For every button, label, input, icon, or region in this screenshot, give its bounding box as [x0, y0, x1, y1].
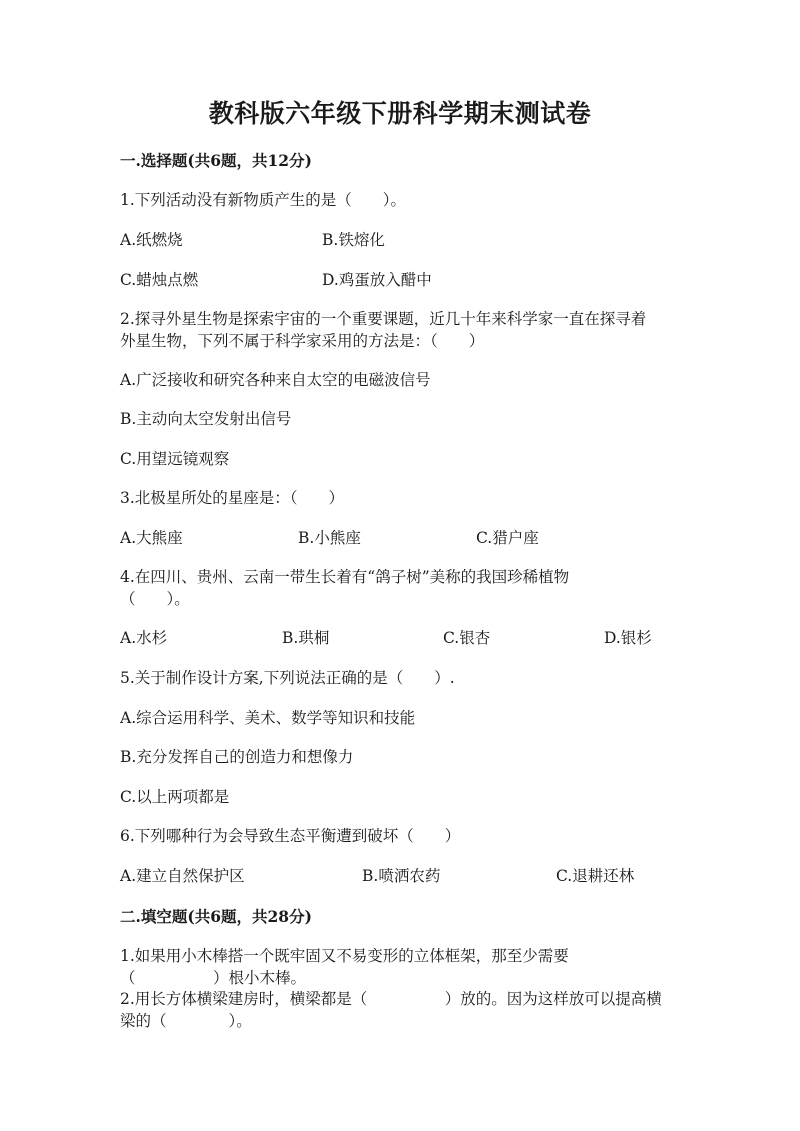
question-4-option-a: A.水杉 — [120, 629, 168, 647]
question-4-option-c: C.银杏 — [443, 629, 491, 647]
question-6-option-a: A.建立自然保护区 — [120, 867, 245, 885]
question-6-stem: 6.下列哪种行为会导致生态平衡遭到破坏（ ） — [120, 827, 461, 845]
question-4-stem-line2: （ ）。 — [120, 590, 190, 608]
question-2-option-a: A.广泛接收和研究各种来自太空的电磁波信号 — [120, 371, 431, 389]
question-2-option-c: C.用望远镜观察 — [120, 450, 230, 468]
question-3-stem: 3.北极星所处的星座是：（ ） — [120, 489, 345, 507]
section-heading-choice: 一.选择题(共6题，共12分) — [120, 151, 312, 170]
question-1-option-c: C.蜡烛点燃 — [120, 271, 199, 289]
fill-question-2-line1: 2.用长方体横梁建房时，横梁都是（ ）放的。因为这样放可以提高横 — [120, 990, 662, 1008]
question-6-option-b: B.喷洒农药 — [362, 867, 441, 885]
question-6-option-c: C.退耕还林 — [556, 867, 635, 885]
question-1-option-a: A.纸燃烧 — [120, 231, 183, 249]
question-3-option-b: B.小熊座 — [298, 529, 361, 547]
question-4-option-d: D.银杉 — [604, 629, 652, 647]
fill-question-1-line2: （ ）根小木棒。 — [120, 969, 307, 987]
question-4-option-b: B.珙桐 — [282, 629, 330, 647]
question-1-option-b: B.铁熔化 — [322, 231, 385, 249]
fill-question-2-line2: 梁的（ ）。 — [120, 1012, 252, 1030]
question-4-stem-line1: 4.在四川、贵州、云南一带生长着有“鸽子树”美称的我国珍稀植物 — [120, 568, 570, 586]
question-2-stem-line2: 外星生物，下列不属于科学家采用的方法是：（ ） — [120, 332, 485, 350]
question-5-stem: 5.关于制作设计方案,下列说法正确的是（ ）. — [120, 669, 455, 687]
page-title: 教科版六年级下册科学期末测试卷 — [208, 99, 592, 128]
question-1-option-d: D.鸡蛋放入醋中 — [322, 271, 432, 289]
question-2-stem-line1: 2.探寻外星生物是探索宇宙的一个重要课题，近几十年来科学家一直在探寻着 — [120, 310, 647, 328]
question-2-option-b: B.主动向太空发射出信号 — [120, 410, 292, 428]
question-3-option-a: A.大熊座 — [120, 529, 183, 547]
question-3-option-c: C.猎户座 — [476, 529, 539, 547]
question-1-stem: 1.下列活动没有新物质产生的是（ ）。 — [120, 191, 407, 209]
question-5-option-b: B.充分发挥自己的创造力和想像力 — [120, 748, 354, 766]
question-5-option-a: A.综合运用科学、美术、数学等知识和技能 — [120, 709, 416, 727]
fill-question-1-line1: 1.如果用小木棒搭一个既牢固又不易变形的立体框架，那至少需要 — [120, 947, 569, 965]
section-heading-fill-blank: 二.填空题(共6题，共28分) — [120, 907, 312, 926]
question-5-option-c: C.以上两项都是 — [120, 788, 230, 806]
